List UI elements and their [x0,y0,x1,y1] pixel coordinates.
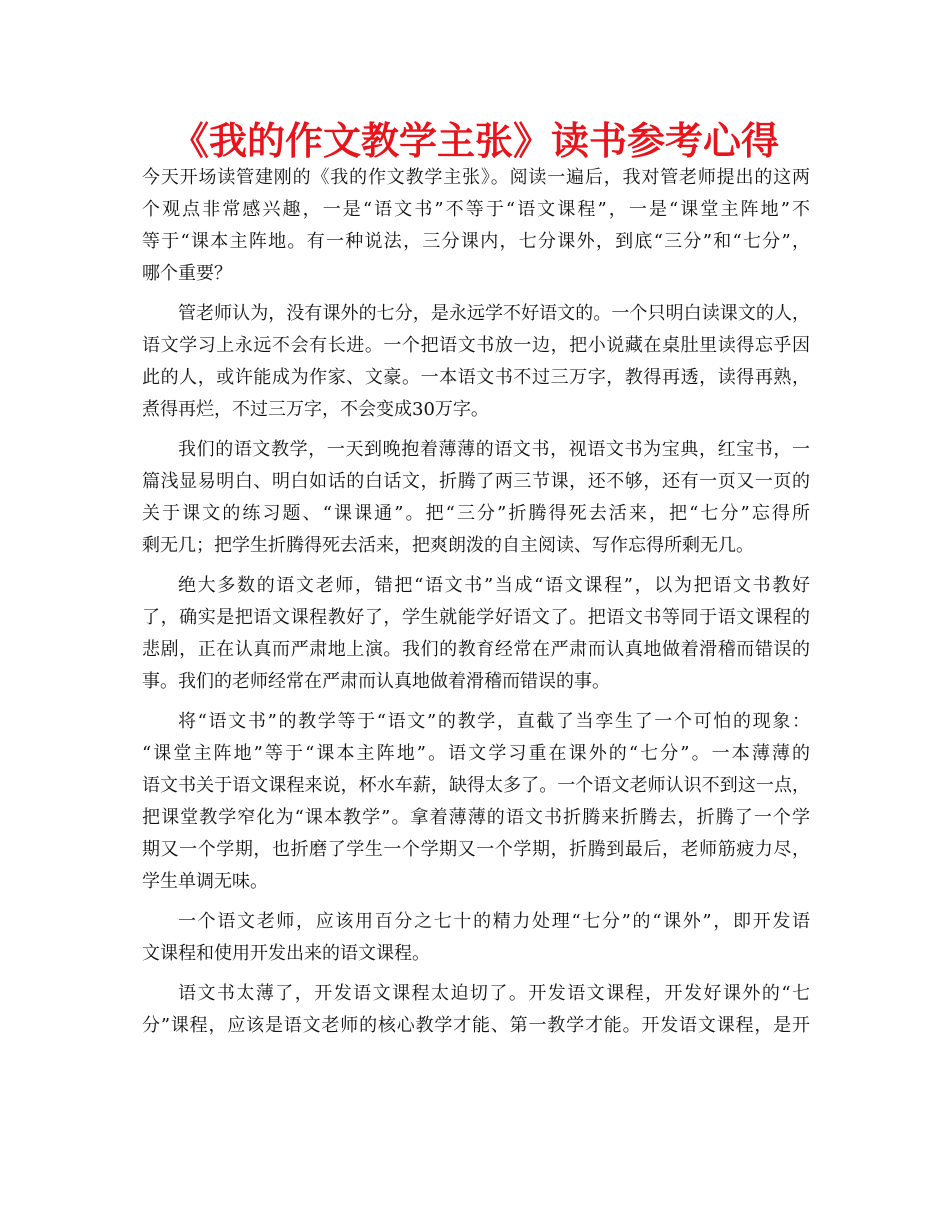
text-line: 语文书太薄了，开发语文课程太迫切了。开发语文课程，开发好课外的“七 [178,983,810,1004]
text-line: 关于课文的练习题、“课课通”。把“三分”折腾得死去活来，把“七分”忘得所 [142,503,810,524]
paragraph-5 [142,706,810,898]
text-line: 悲剧，正在认真而严肃地上演。我们的教育经常在严肃而认真地做着滑稽而错误的 [142,639,810,660]
text-line: 个观点非常感兴趣，一是“语文书”不等于“语文课程”，一是“课堂主阵地”不 [142,199,810,220]
text-line: 今天开场读管建刚的《我的作文教学主张》。阅读一遍后，我对管老师提出的这两 [142,167,810,188]
text-line: 文课程和使用开发出来的语文课程。 [142,943,430,964]
text-line: 管老师认为，没有课外的七分，是永远学不好语文的。一个只明白读课文的人， [178,303,810,324]
text-line: 期又一个学期，也折磨了学生一个学期又一个学期，折腾到最后，老师筋疲力尽， [142,839,810,860]
paragraph-4 [142,570,810,698]
paragraph-3 [142,434,810,562]
text-line: 语文学习上永远不会有长进。一个把语文书放一边，把小说藏在桌肚里读得忘乎因 [142,335,810,356]
paragraph-7 [142,978,810,1042]
text-line: 语文书关于语文课程来说，杯水车薪，缺得太多了。一个语文老师认识不到这一点， [142,775,810,796]
text-line: 煮得再烂，不过三万字，不会变成30万字。 [142,399,489,420]
paragraph-1 [142,162,810,290]
text-line: 学生单调无味。 [142,871,268,892]
document-body [142,162,810,1050]
text-line: 把课堂教学窄化为“课本教学”。拿着薄薄的语文书折腾来折腾去，折腾了一个学 [142,807,810,828]
text-line: 等于“课本主阵地。有一种说法，三分课内，七分课外，到底“三分”和“七分”， [142,231,810,252]
paragraph-6 [142,906,810,970]
text-line: “课堂主阵地”等于“课本主阵地”。语文学习重在课外的“七分”。一本薄薄的 [142,743,810,764]
text-line: 篇浅显易明白、明白如话的白话文，折腾了两三节课，还不够，还有一页又一页的 [142,471,810,492]
text-line: 哪个重要？ [142,263,232,284]
text-line: 我们的语文教学，一天到晚抱着薄薄的语文书，视语文书为宝典，红宝书，一 [178,439,810,460]
document-title: 《我的作文教学主张》读书参考心得 [170,119,779,163]
text-line: 事。我们的老师经常在严肃而认真地做着滑稽而错误的事。 [142,671,610,692]
text-line: 一个语文老师，应该用百分之七十的精力处理“七分”的“课外”，即开发语 [178,911,810,932]
text-line: 此的人，或许能成为作家、文豪。一本语文书不过三万字，教得再透，读得再熟， [142,367,810,388]
paragraph-2 [142,298,810,426]
text-line: 了，确实是把语文课程教好了，学生就能学好语文了。把语文书等同于语文课程的 [142,607,810,628]
text-line: 绝大多数的语文老师，错把“语文书”当成“语文课程”，以为把语文书教好 [178,575,810,596]
text-line: 分”课程，应该是语文老师的核心教学才能、第一教学才能。开发语文课程，是开 [142,1015,810,1036]
text-line: 剩无几；把学生折腾得死去活来，把爽朗泼的自主阅读、写作忘得所剩无几。 [142,535,754,556]
text-line: 将“语文书”的教学等于“语文”的教学，直截了当孪生了一个可怕的现象： [178,711,810,732]
